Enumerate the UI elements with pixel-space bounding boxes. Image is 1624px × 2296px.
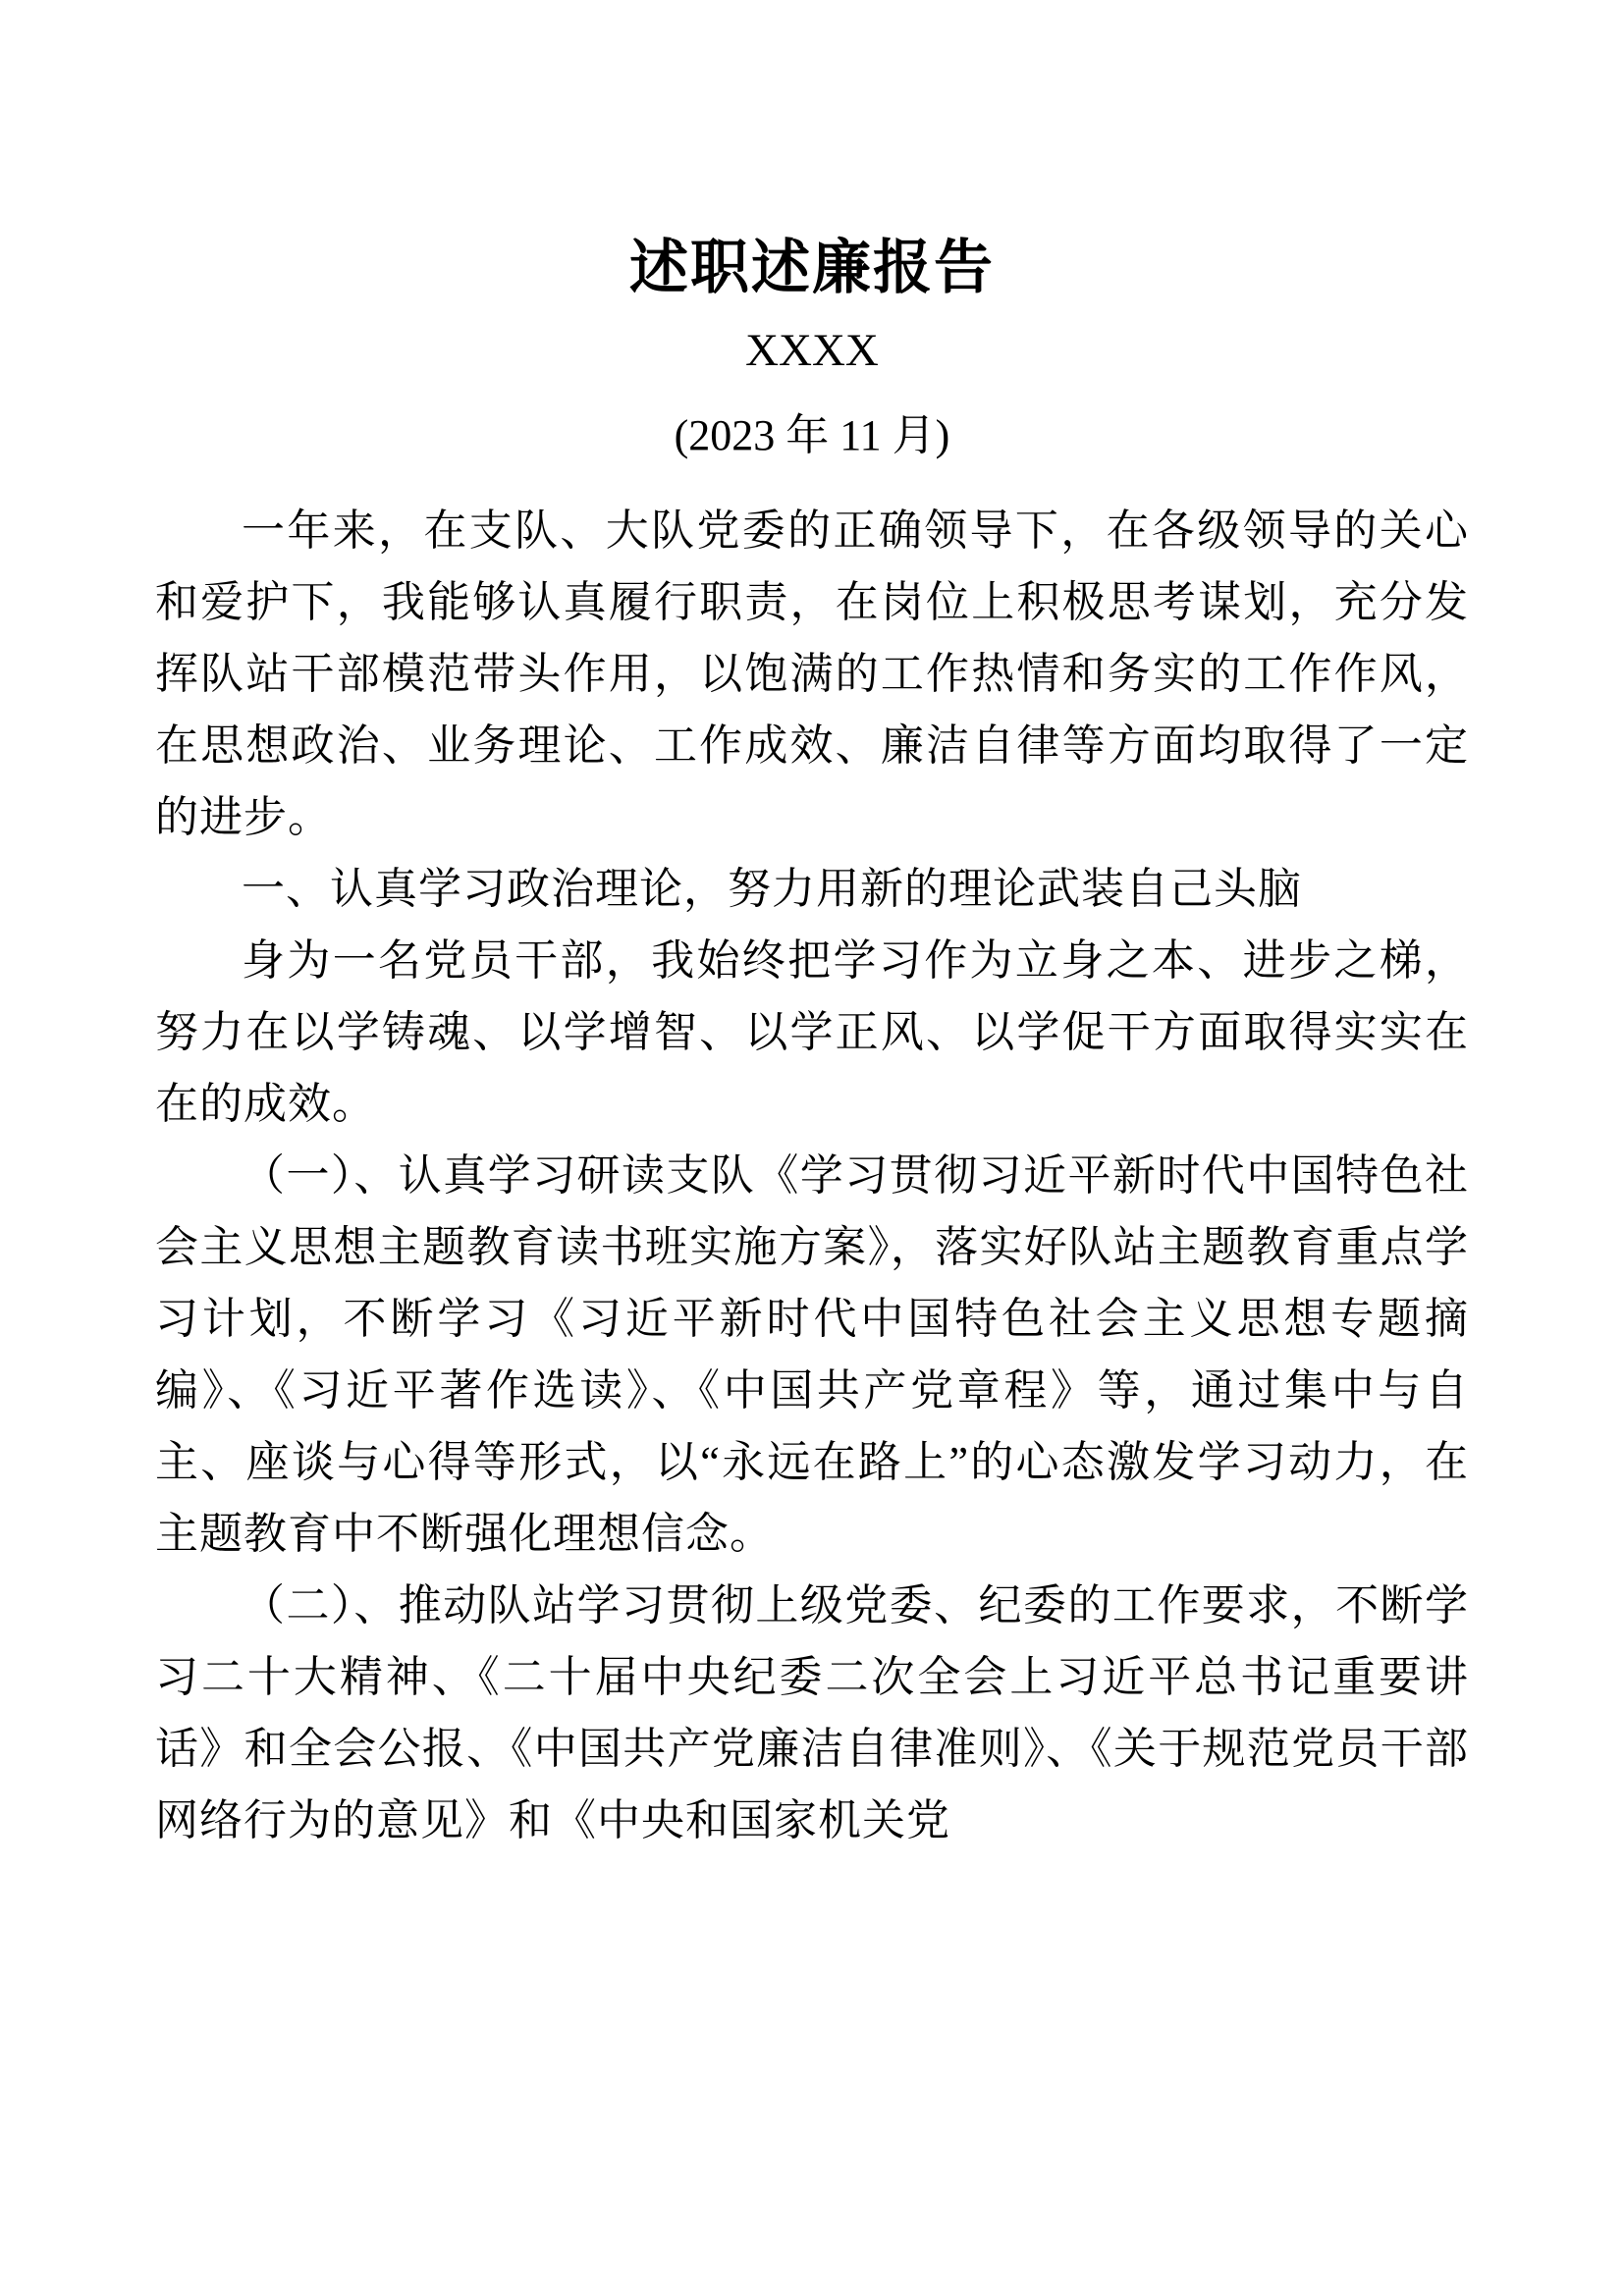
- document-title: 述职述廉报告: [629, 235, 995, 300]
- document-author: XXXX: [745, 325, 879, 376]
- paragraph: （二）、推动队站学习贯彻上级党委、纪委的工作要求，不断学习二十大精神、《二十届中央纪委二次全会上习近平总书记重要讲话》和全会公报、《中国共产党廉洁自律准则》、《关于规范党员干部网络行为的意见》和《中央和国家机关党: [155, 1581, 1469, 1844]
- paragraph: （一）、认真学习研读支队《学习贯彻习近平新时代中国特色社会主义思想主题教育读书班实施方案》，落实好队站主题教育重点学习计划，不断学习《习近平新时代中国特色社会主义思想专题摘编》、《习近平著作选读》、《中国共产党章程》等，通过集中与自主、座谈与心得等形式，以“永远在路上”的心态激发学习动力，在主题教育中不断强化理想信念。: [155, 1151, 1469, 1558]
- paragraph: 身为一名党员干部，我始终把学习作为立身之本、进步之梯，努力在以学铸魂、以学增智、以学正风、以学促干方面取得实实在在的成效。: [155, 936, 1469, 1128]
- document-date: (2023 年 11 月): [674, 411, 950, 459]
- section-heading: 一、认真学习政治理论，努力用新的理论武装自己头脑: [242, 865, 1302, 913]
- document-body: [155, 495, 1469, 1856]
- paragraph: 一年来，在支队、大队党委的正确领导下，在各级领导的关心和爱护下，我能够认真履行职责，在岗位上积极思考谋划，充分发挥队站干部模范带头作用，以饱满的工作热情和务实的工作作风，在思想政治、业务理论、工作成效、廉洁自律等方面均取得了一定的进步。: [155, 507, 1469, 841]
